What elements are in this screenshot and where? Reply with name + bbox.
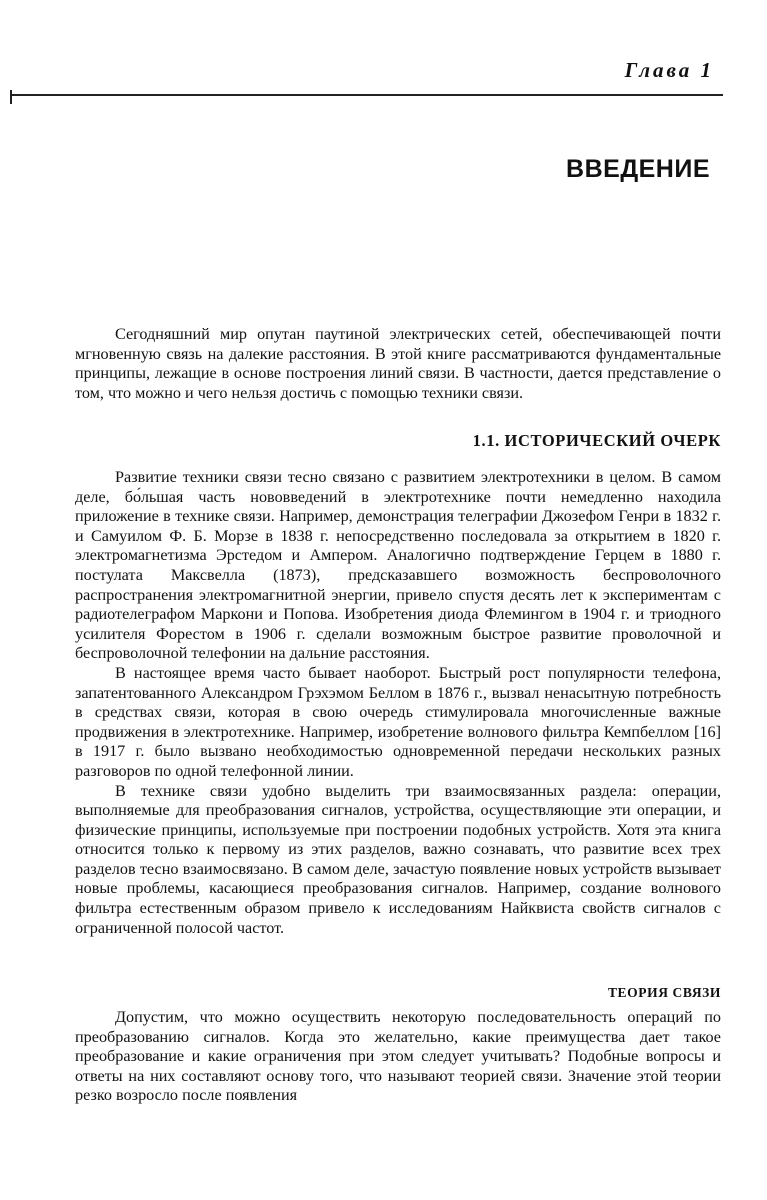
- section-heading-history: 1.1. ИСТОРИЧЕСКИЙ ОЧЕРК: [472, 431, 721, 450]
- header-rule: [10, 94, 723, 96]
- subsection-heading-theory: ТЕОРИЯ СВЯЗИ: [607, 985, 721, 1000]
- header-rule-tick: [10, 90, 12, 104]
- history-paragraph-1: Развитие техники связи тесно связано с развитием электротехники в целом. В самом деле, бо́льшая часть нововведений в электротехнике почти немедленно находила приложение в технике связи. Например, демонстрация телеграфии Джозефом Генри в 1832 г. и Самуилом Ф. Б. Морзе в 1838 г. непосредственно последовала за открытием в 1820 г. электромагнетизма Эрстедом и Ампером. Аналогично подтверждение Герцем в 1880 г. постулата Максвелла (1873), предсказавшего возможность беспроволочного распространения электромагнитной энергии, привело спустя десять лет к экспериментам с радиотелеграфом Маркони и Попова. Изобретения диода Флемингом в 1904 г. и триодного усилителя Форестом в 1906 г. сделали возможным быстрое развитие проволочной и беспроволочной телефонии на дальние расстояния.: [75, 468, 721, 663]
- history-paragraph-3: В технике связи удобно выделить три взаимосвязанных раздела: операции, выполняемые для преобразования сигналов, устройства, осуществляющие эти операции, и физические принципы, используемые при построении подобных устройств. Хотя эта книга относится только к первому из этих разделов, важно сознавать, что развитие всех трех разделов тесно взаимосвязано. В самом деле, зачастую появление новых устройств вызывает новые проблемы, касающиеся преобразования сигналов. Например, создание волнового фильтра естественным образом привело к исследованиям Найквиста свойств сигналов с ограниченной полосой частот.: [75, 781, 721, 937]
- chapter-title: ВВЕДЕНИЕ: [566, 155, 710, 183]
- history-text: [75, 468, 721, 938]
- running-header-chapter-label: Глава 1: [624, 58, 714, 82]
- intro-text: [75, 325, 721, 403]
- theory-text: [75, 1008, 721, 1106]
- intro-paragraph: Сегодняшний мир опутан паутиной электрических сетей, обеспечивающей почти мгновенную связь на далекие расстояния. В этой книге рассматриваются фундаментальные принципы, лежащие в основе построения линий связи. В частности, дается представление о том, что можно и чего нельзя достичь с помощью техники связи.: [75, 325, 721, 402]
- history-paragraph-2: В настоящее время часто бывает наоборот. Быстрый рост популярности телефона, запатентованного Александром Грэхэмом Беллом в 1876 г., вызвал ненасытную потребность в средствах связи, которая в свою очередь стимулировала многочисленные важные продвижения в электротехнике. Например, изобретение волнового фильтра Кемпбеллом [16] в 1917 г. было вызвано необходимостью одновременной передачи нескольких разных разговоров по одной телефонной линии.: [75, 663, 721, 780]
- theory-paragraph-1: Допустим, что можно осуществить некоторую последовательность операций по преобразованию сигналов. Когда это желательно, какие преимущества дает такое преобразование и какие ограничения при этом следует учитывать? Подобные вопросы и ответы на них составляют основу того, что называют теорией связи. Значение этой теории резко возросло после появления: [75, 1008, 721, 1105]
